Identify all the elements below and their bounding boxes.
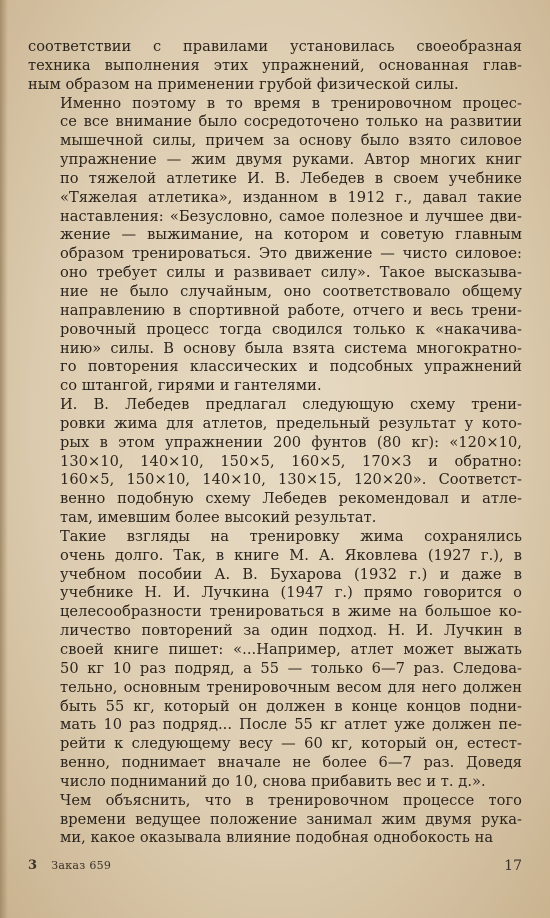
- text-line: ровки жима для атлетов, предельный результат у кото-: [60, 414, 522, 432]
- paragraph: [28, 396, 522, 528]
- text-line: учебнике Н. И. Лучкина (1947 г.) прямо говорится о: [60, 584, 522, 602]
- paragraph: [28, 38, 522, 95]
- text-line: венно подобную схему Лебедев рекомендовал и атле-: [60, 490, 522, 508]
- paragraph: [28, 792, 522, 849]
- text-line: по тяжелой атлетике И. В. Лебедев в своем учебнике: [60, 169, 522, 187]
- text-line: личество повторений за один подход. Н. И. Лучкин в: [60, 622, 522, 640]
- text-line: нию» силы. В основу была взята система многократно-: [60, 339, 522, 357]
- text-line: быть 55 кг, который он должен в конце концов подни-: [60, 697, 522, 715]
- text-line: тельно, основным тренировочным весом для него должен: [60, 678, 522, 696]
- text-line: рейти к следующему весу — 60 кг, который он, естест-: [60, 735, 522, 753]
- paragraph: [28, 95, 522, 397]
- printer-signature: [28, 858, 111, 873]
- text-line: И. В. Лебедев предлагал следующую схему трени-: [60, 396, 522, 414]
- text-line: жение — выжимание, на котором и советую главным: [60, 226, 522, 244]
- paragraph: [28, 528, 522, 792]
- text-line: со штангой, гирями и гантелями.: [60, 377, 322, 395]
- text-line: образом тренироваться. Это движение — чисто силовое:: [60, 245, 522, 263]
- text-line: целесообразности тренироваться в жиме на большое ко-: [60, 603, 522, 621]
- text-line: рых в этом упражнении 200 фунтов (80 кг): «120×10,: [60, 433, 522, 451]
- text-line: учебном пособии А. В. Бухарова (1932 г.) и даже в: [60, 565, 522, 583]
- text-line: число подниманий до 10, снова прибавить вес и т. д.».: [60, 772, 486, 790]
- page-footer: [28, 858, 522, 878]
- text-line: 130×10, 140×10, 150×5, 160×5, 170×3 и обратно:: [60, 452, 522, 470]
- text-line: ние не было случайным, оно соответствовало общему: [60, 282, 522, 300]
- text-line: мать 10 раз подряд... После 55 кг атлет уже должен пе-: [60, 716, 522, 734]
- text-line: очень долго. Так, в книге М. А. Яковлева (1927 г.), в: [60, 546, 522, 564]
- text-line: Такие взгляды на тренировку жима сохранялись: [60, 527, 522, 545]
- text-line: Именно поэтому в то время в тренировочном процес-: [60, 94, 522, 112]
- text-line: мышечной силы, причем за основу было взято силовое: [60, 132, 522, 150]
- text-line: се все внимание было сосредоточено только на развитии: [60, 113, 522, 131]
- text-line: оно требует силы и развивает силу». Такое высказыва-: [60, 264, 522, 282]
- text-line: соответствии с правилами установилась своеобразная: [28, 38, 522, 55]
- text-line: Чем объяснить, что в тренировочном процессе того: [60, 791, 522, 809]
- text-line: 50 кг 10 раз подряд, а 55 — только 6—7 раз. Следова-: [60, 659, 522, 677]
- text-line: «Тяжелая атлетика», изданном в 1912 г., давал такие: [60, 188, 522, 206]
- text-line: наставления: «Безусловно, самое полезное и лучшее дви-: [60, 207, 522, 225]
- text-line: своей книге пишет: «...Например, атлет может выжать: [60, 641, 522, 658]
- text-line: там, имевшим более высокий результат.: [60, 509, 377, 527]
- page-number: 17: [504, 858, 522, 874]
- text-line: техника выполнения этих упражнений, основанная глав-: [28, 56, 522, 74]
- text-line: ровочный процесс тогда сводился только к «накачива-: [60, 320, 522, 338]
- text-line: ным образом на применении грубой физической силы.: [28, 75, 459, 93]
- text-line: го повторения классических и подсобных упражнений: [60, 358, 522, 376]
- page-body-text: [28, 38, 522, 848]
- text-line: ми, какое оказывала влияние подобная однобокость на: [60, 829, 494, 847]
- text-line: 160×5, 150×10, 140×10, 130×15, 120×20». Соответст-: [60, 471, 522, 489]
- text-line: направлению в спортивной работе, отчего и весь трени-: [60, 301, 522, 319]
- print-order: Заказ 659: [51, 859, 112, 872]
- text-line: времени ведущее положение занимал жим двумя рука-: [60, 810, 522, 828]
- text-line: венно, поднимает вначале не более 6—7 раз. Доведя: [60, 754, 522, 772]
- text-line: упражнение — жим двумя руками. Автор многих книг: [60, 151, 522, 169]
- signature-number: 3: [28, 858, 38, 873]
